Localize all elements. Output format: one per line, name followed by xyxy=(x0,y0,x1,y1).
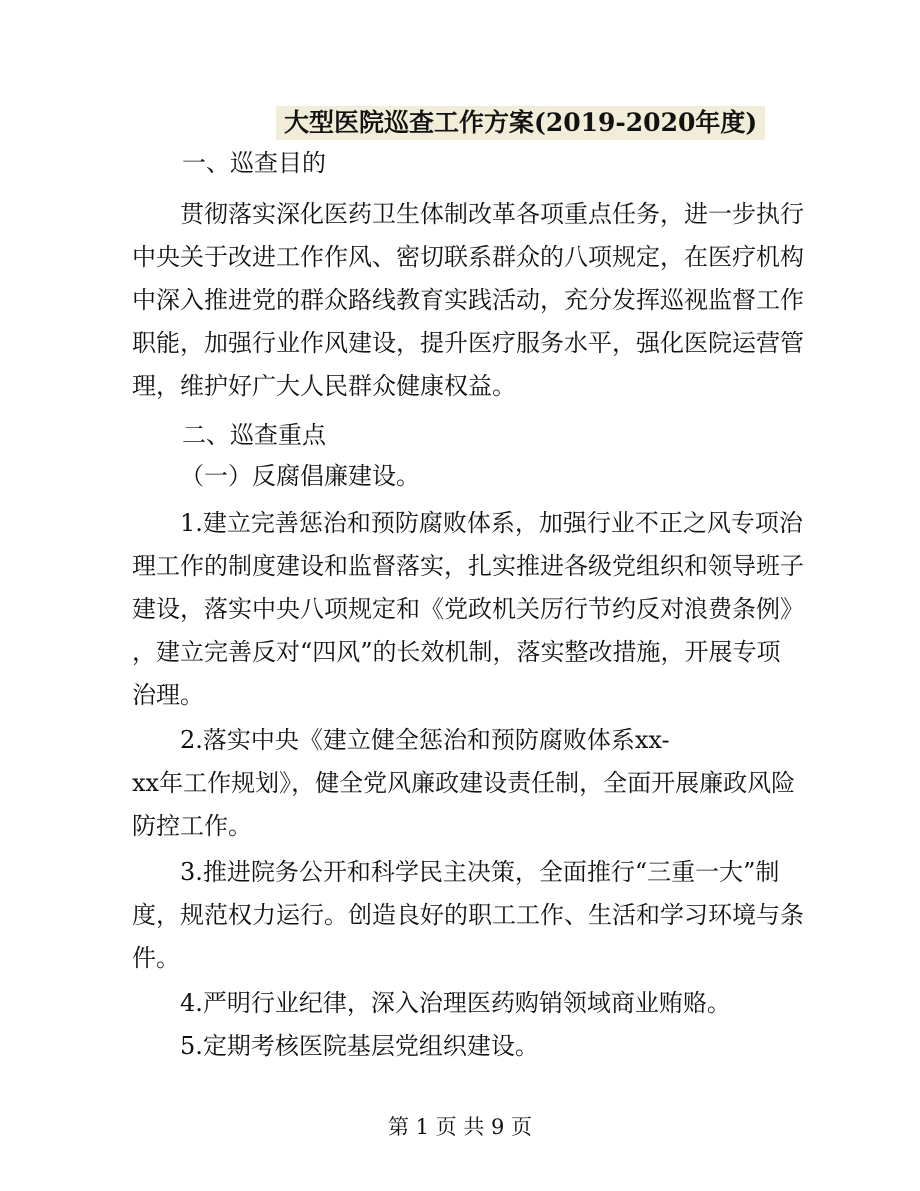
document-title: 大型医院巡查工作方案(2019-2020年度) xyxy=(276,106,765,140)
body-line: 职能，加强行业作风建设，提升医疗服务水平，强化医院运营管 xyxy=(132,329,804,357)
body-line: 4.严明行业纪律，深入治理医药购销领域商业贿赂。 xyxy=(180,989,731,1017)
subheading-anticorruption: （一）反腐倡廉建设。 xyxy=(180,462,420,490)
body-line: 2.落实中央《建立健全惩治和预防腐败体系xx- xyxy=(180,726,670,754)
heading-focus: 二、巡查重点 xyxy=(182,421,326,449)
body-line: 治理。 xyxy=(132,681,204,709)
body-line: 5.定期考核医院基层党组织建设。 xyxy=(180,1032,539,1060)
page-footer: 第 1 页 共 9 页 xyxy=(387,1115,533,1139)
body-line: 防控工作。 xyxy=(132,812,252,840)
body-line: 3.推进院务公开和科学民主决策，全面推行“三重一大”制 xyxy=(180,858,780,886)
body-line: 度，规范权力运行。创造良好的职工工作、生活和学习环境与条 xyxy=(132,901,804,929)
body-line: 1.建立完善惩治和预防腐败体系，加强行业不正之风专项治 xyxy=(180,509,803,537)
body-line: 建设，落实中央八项规定和《党政机关厉行节约反对浪费条例》 xyxy=(132,595,804,623)
heading-purpose: 一、巡查目的 xyxy=(182,149,326,177)
body-line: 理工作的制度建设和监督落实，扎实推进各级党组织和领导班子 xyxy=(132,552,804,580)
body-line: xx年工作规划》，健全党风廉政建设责任制，全面开展廉政风险 xyxy=(132,769,796,797)
body-line: 中深入推进党的群众路线教育实践活动，充分发挥巡视监督工作 xyxy=(132,286,804,314)
body-line: ，建立完善反对“四风”的长效机制，落实整改措施，开展专项 xyxy=(132,638,781,666)
body-line: 件。 xyxy=(132,944,180,972)
body-line: 贯彻落实深化医药卫生体制改革各项重点任务，进一步执行 xyxy=(180,200,804,228)
body-line: 中央关于改进工作作风、密切联系群众的八项规定，在医疗机构 xyxy=(132,243,804,271)
body-line: 理，维护好广大人民群众健康权益。 xyxy=(132,372,516,400)
